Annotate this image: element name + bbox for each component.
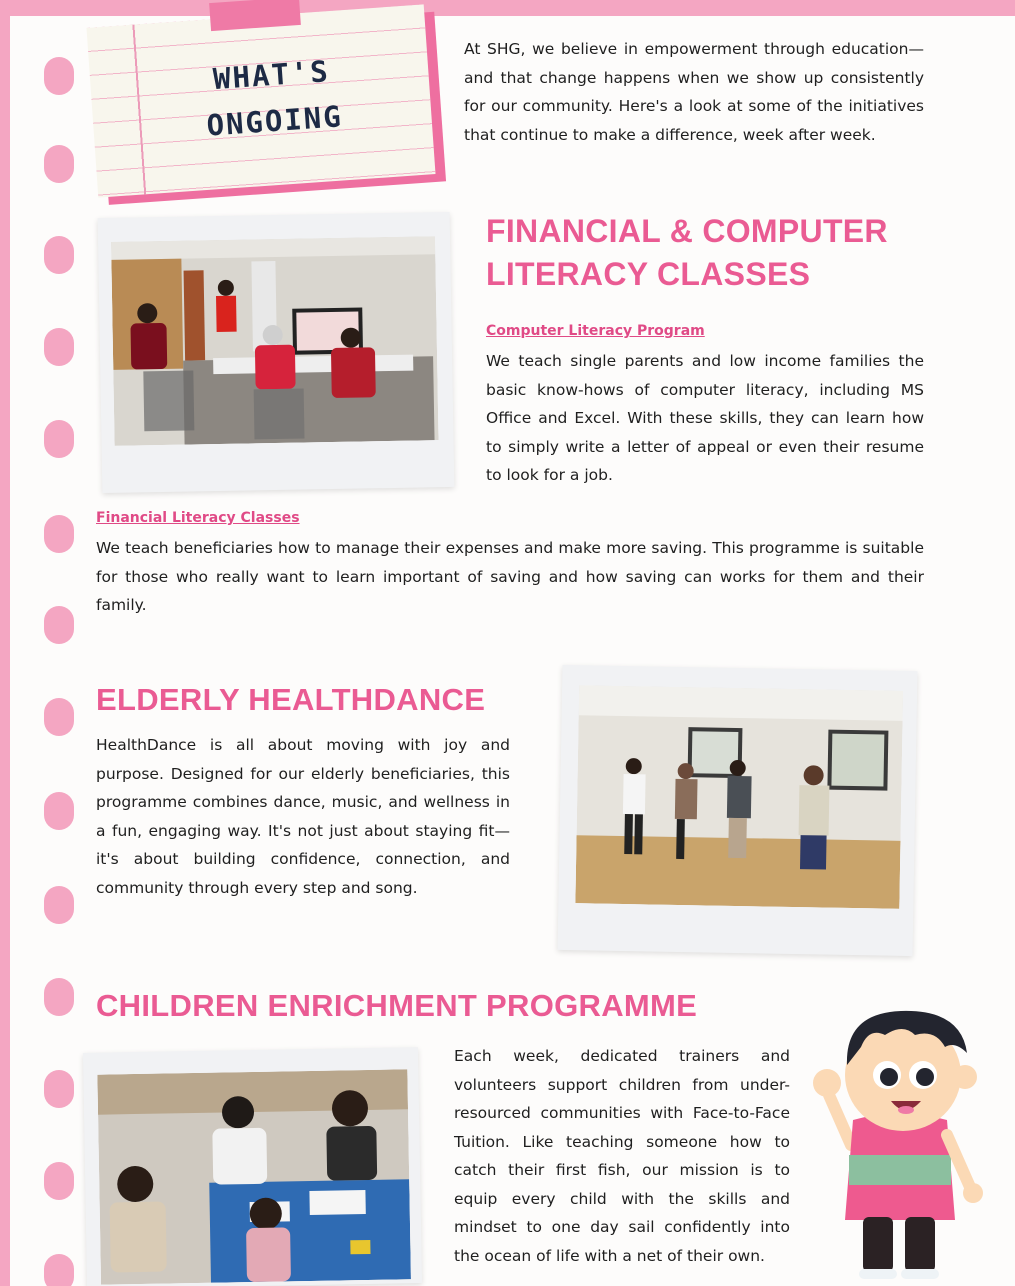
binder-hole — [44, 792, 74, 830]
binder-hole — [44, 1070, 74, 1108]
binder-hole — [44, 1254, 74, 1286]
elderly-paragraph: HealthDance is all about moving with joy and purpose. Designed for our elderly beneficiaries, this programme combines dance, music, and wellness in a fun, engaging way. It's not just about staying fit—it's about building confidence, connection, and community through every step and song. — [96, 736, 510, 897]
elderly-heading: ELDERLY HEALTHDANCE — [96, 682, 486, 717]
financial-subheading: Financial Literacy Classes — [96, 510, 300, 526]
binder-hole — [44, 606, 74, 644]
binder-hole — [44, 1162, 74, 1200]
children-heading: CHILDREN ENRICHMENT PROGRAMME — [96, 988, 698, 1023]
binder-hole — [44, 328, 74, 366]
binder-hole — [44, 420, 74, 458]
binder-hole — [44, 145, 74, 183]
tuition-photo-frame — [83, 1047, 422, 1286]
tuition-photo — [97, 1069, 411, 1284]
computer-class-photo — [111, 236, 439, 446]
binder-hole — [44, 236, 74, 274]
computer-class-photo-frame — [98, 212, 455, 493]
binder-hole — [44, 886, 74, 924]
computer-paragraph: We teach single parents and low income families the basic know-hows of computer literacy, including MS Office and Excel. With these skills, they can learn how to simply write a letter of appeal or even their resume to look for a job. — [486, 352, 924, 484]
financial-heading: FINANCIAL & COMPUTER LITERACY CLASSES — [486, 213, 888, 292]
binder-hole — [44, 978, 74, 1016]
binder-hole — [44, 515, 74, 553]
binder-hole — [44, 698, 74, 736]
title-line-2: ONGOING — [205, 99, 344, 143]
healthdance-photo-frame — [558, 665, 918, 956]
financial-paragraph: We teach beneficiaries how to manage their expenses and make more saving. This programme is suitable for those who really want to learn important of saving and how saving can works for them and their family. — [96, 539, 924, 614]
cartoon-boy-illustration — [805, 995, 1000, 1280]
intro-paragraph: At SHG, we believe in empowerment through education—and that change happens when we show up consistently for our community. Here's a look at some of the initiatives that continue to make a difference, week after week. — [464, 40, 924, 144]
binder-hole — [44, 57, 74, 95]
healthdance-photo — [575, 685, 903, 909]
children-paragraph: Each week, dedicated trainers and volunteers support children from under-resourced communities with Face-to-Face Tuition. Like teaching someone how to catch their first fish, our mission is to equip every child with the skills and mindset to one day sail confidently into the ocean of life with a net of their own. — [454, 1047, 790, 1265]
top-border — [0, 0, 1015, 16]
page-title — [165, 45, 381, 151]
left-border — [0, 0, 10, 1286]
computer-subheading: Computer Literacy Program — [486, 323, 705, 339]
title-line-1: WHAT'S — [211, 54, 331, 97]
